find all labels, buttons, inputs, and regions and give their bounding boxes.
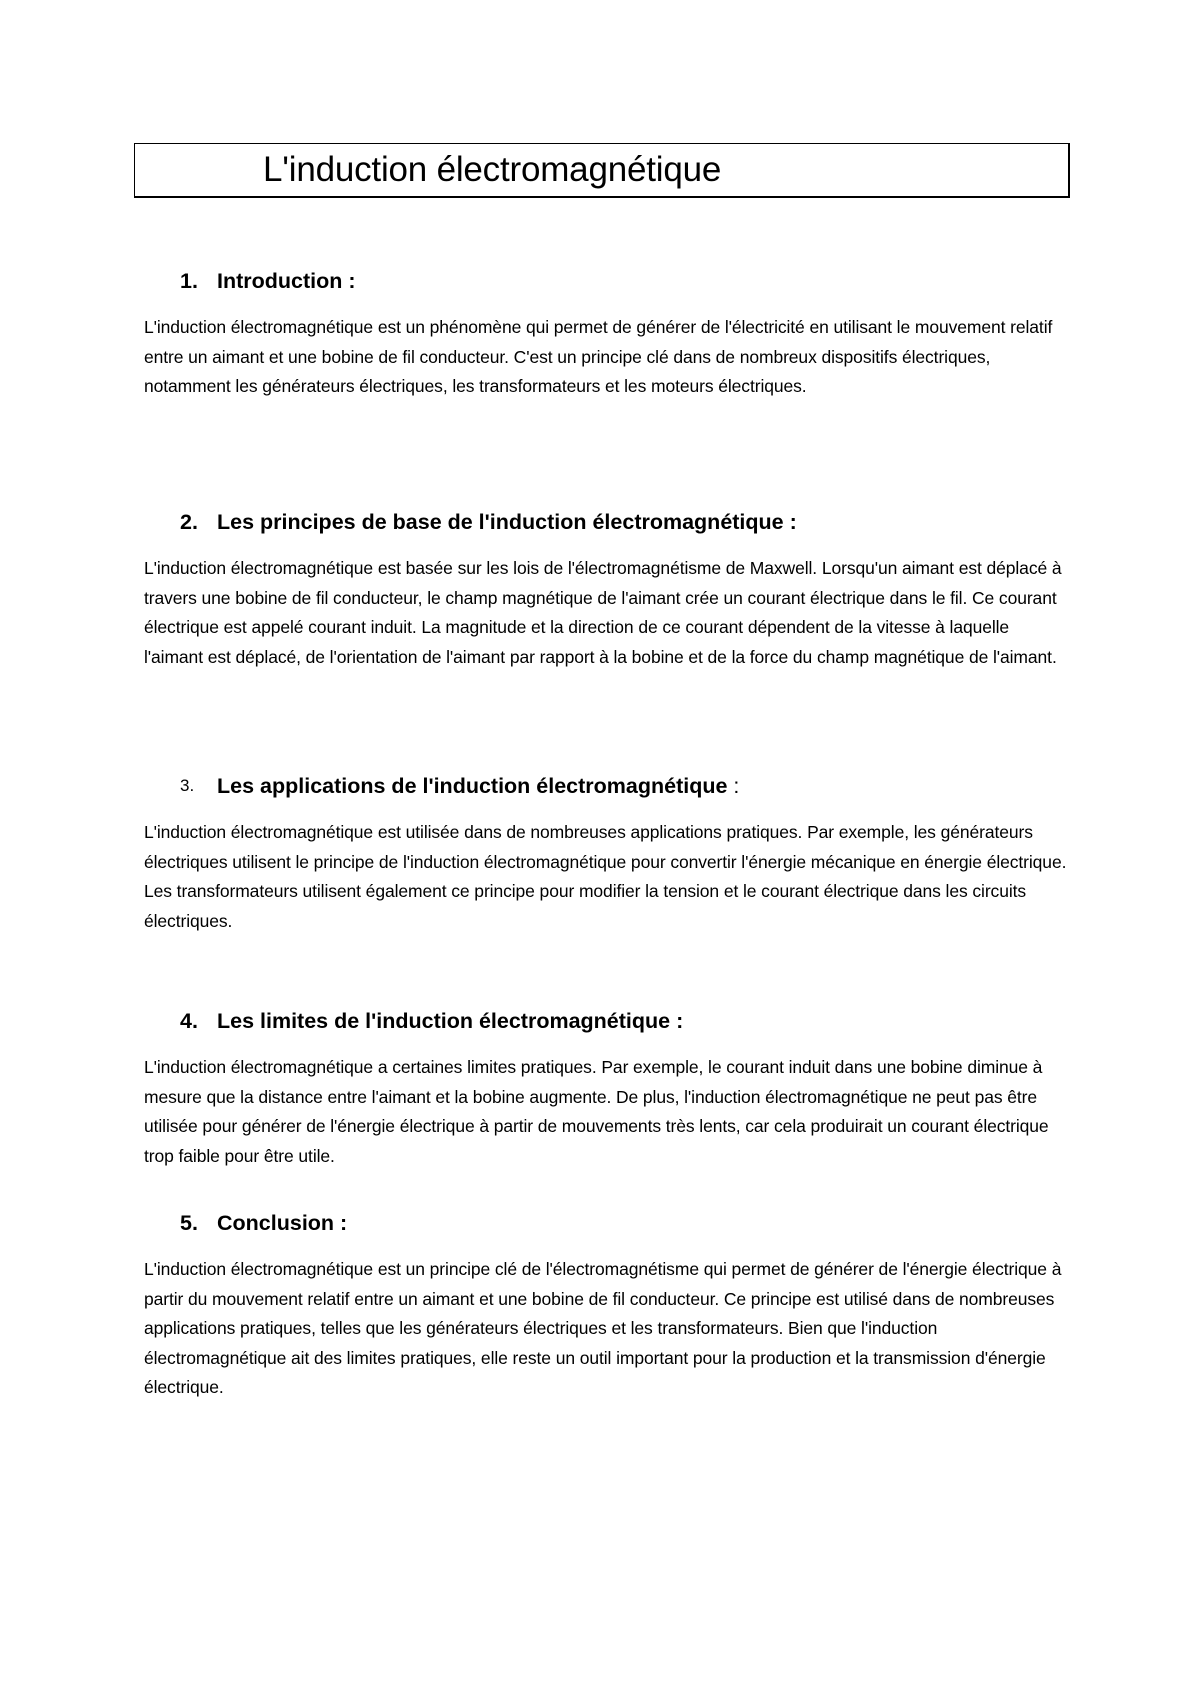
section-title-wrapper bbox=[217, 768, 739, 804]
section-paragraph: L'induction électromagnétique est un phénomène qui permet de générer de l'électricité en utilisant le mouvement relatif entre un aimant et une bobine de fil conducteur. C'est un principe clé dans de nombreux dispositifs électriques, notamment les générateurs électriques, les transformateurs et les moteurs électriques. bbox=[144, 317, 1053, 396]
section-paragraph: L'induction électromagnétique est un principe clé de l'électromagnétisme qui permet de générer de l'énergie électrique à partir du mouvement relatif entre un aimant et une bobine de fil conducteur. Ce principe est utilisé dans de nombreuses applications pratiques, telles que les générateurs électriques et les transformateurs. Bien que l'induction électromagnétique ait des limites pratiques, elle reste un outil important pour la production et la transmission d'énergie électrique. bbox=[144, 1259, 1062, 1397]
section-number: 2. bbox=[180, 510, 198, 534]
title-box bbox=[134, 143, 1070, 198]
section-title-suffix: : bbox=[727, 774, 740, 798]
section-title: Introduction : bbox=[217, 269, 356, 293]
section-paragraph: L'induction électromagnétique a certaines limites pratiques. Par exemple, le courant induit dans une bobine diminue à mesure que la distance entre l'aimant et la bobine augmente. De plus, l'induction électromagnétique ne peut pas être utilisée pour générer de l'énergie électrique à partir de mouvements très lents, car cela produirait un courant électrique trop faible pour être utile. bbox=[144, 1057, 1049, 1166]
section-title: Les limites de l'induction électromagnétique : bbox=[217, 1009, 684, 1033]
section-heading bbox=[144, 263, 1070, 299]
section-title: Les principes de base de l'induction électromagnétique : bbox=[217, 510, 797, 534]
section-title: Conclusion : bbox=[217, 1211, 348, 1235]
section-applications bbox=[144, 768, 1070, 936]
document-title: L'induction électromagnétique bbox=[263, 150, 722, 189]
section-conclusion bbox=[144, 1205, 1070, 1403]
section-title: Les applications de l'induction électromagnétique bbox=[217, 774, 728, 798]
section-number: 4. bbox=[180, 1009, 198, 1033]
section-paragraph: L'induction électromagnétique est basée sur les lois de l'électromagnétisme de Maxwell. Lorsqu'un aimant est déplacé à travers une bobine de fil conducteur, le champ magnétique de l'aimant crée un courant électrique dans le fil. Ce courant électrique est appelé courant induit. La magnitude et la direction de ce courant dépendent de la vitesse à laquelle l'aimant est déplacé, de l'orientation de l'aimant par rapport à la bobine et de la force du champ magnétique de l'aimant. bbox=[144, 558, 1062, 667]
section-heading bbox=[144, 768, 1070, 804]
section-limites bbox=[144, 1003, 1070, 1171]
section-principes bbox=[144, 504, 1070, 672]
section-heading bbox=[144, 1205, 1070, 1241]
section-heading bbox=[144, 504, 1070, 540]
section-introduction bbox=[144, 263, 1070, 402]
section-number: 5. bbox=[180, 1211, 198, 1235]
section-paragraph: L'induction électromagnétique est utilisée dans de nombreuses applications pratiques. Par exemple, les générateurs électriques utilisent le principe de l'induction électromagnétique pour convertir l'énergie mécanique en énergie électrique. Les transformateurs utilisent également ce principe pour modifier la tension et le courant électrique dans les circuits électriques. bbox=[144, 822, 1067, 931]
section-number: 3. bbox=[180, 776, 195, 795]
section-heading bbox=[144, 1003, 1070, 1039]
section-number: 1. bbox=[180, 269, 198, 293]
